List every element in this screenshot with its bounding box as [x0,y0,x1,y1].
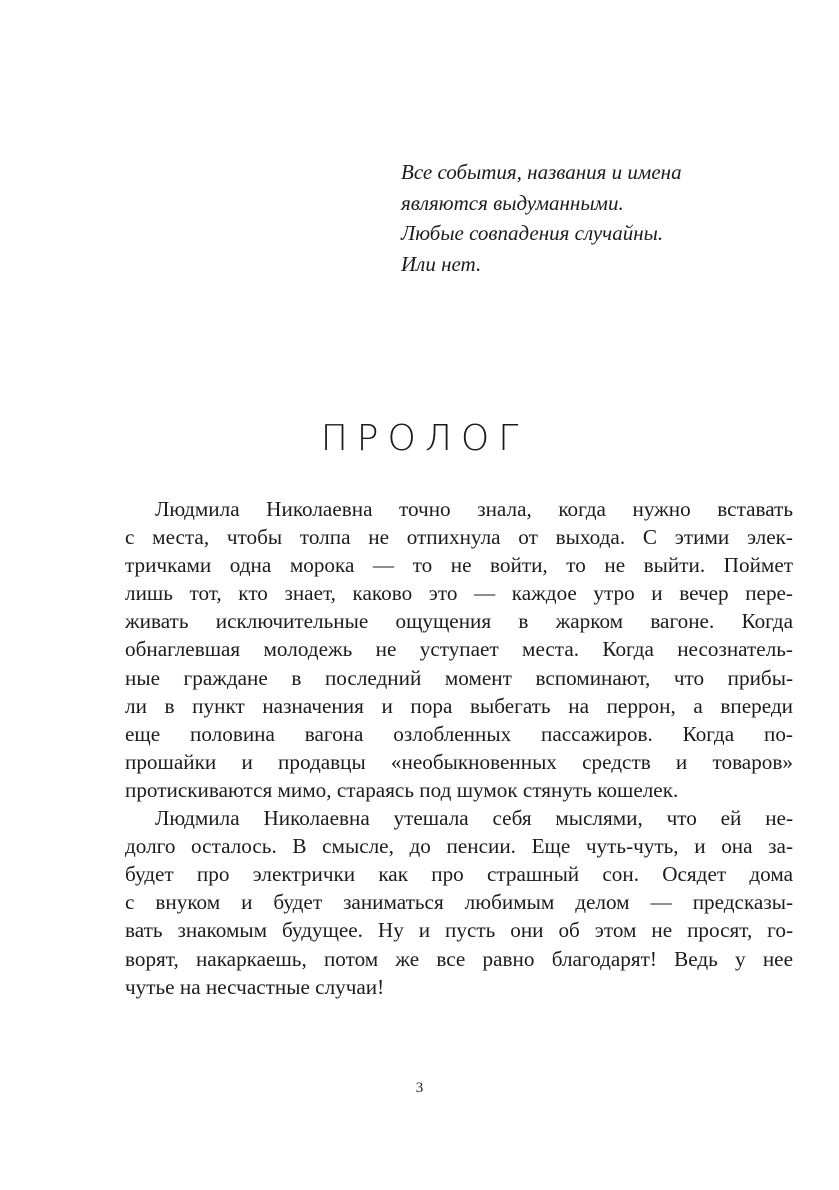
text-line: ные граждане в последний момент вспоминают, что прибы- [125,665,793,690]
text-line: ворят, накаркаешь, потом же все равно благодарят! Ведь у нее [125,946,793,971]
text-line: Людмила Николаевна точно знала, когда нужно вставать [155,497,793,521]
paragraph [125,804,793,1001]
text-line: долго осталось. В смысле, до пенсии. Еще чуть-чуть, и она за- [125,834,793,859]
epigraph [401,157,801,279]
text-line: с места, чтобы толпа не отпихнула от выхода. С этими элек- [125,525,793,550]
text-line: с внуком и будет заниматься любимым делом — предсказы- [125,890,793,915]
epigraph-line: являются выдуманными. [401,190,624,215]
text-line: еще половина вагона озлобленных пассажиров. Когда по- [125,721,793,746]
text-line: ли в пункт назначения и пора выбегать на перрон, а впереди [125,693,793,718]
text-line: лишь тот, кто знает, каково это — каждое утро и вечер пере- [125,581,793,606]
chapter-title: ПРОЛОГ [320,418,528,459]
text-line: протискиваются мимо, стараясь под шумок стянуть кошелек. [125,777,679,802]
epigraph-line: Или нет. [401,251,482,276]
page-number: 3 [415,1080,424,1096]
text-line: Людмила Николаевна утешала себя мыслями, что ей не- [155,806,793,831]
body-text [125,495,793,1001]
text-line: прошайки и продавцы «необыкновенных средств и товаров» [125,749,793,774]
text-line: будет про электрички как про страшный сон. Осядет дома [125,862,793,887]
text-line: тричками одна морока — то не войти, то не выйти. Поймет [125,553,793,578]
text-line: чутье на несчастные случаи! [125,974,385,999]
text-line: обнаглевшая молодежь не уступает места. Когда несознатель- [125,637,793,662]
epigraph-line: Все события, названия и имена [401,160,682,184]
text-line: вать знакомым будущее. Ну и пусть они об этом не просят, го- [125,918,793,943]
paragraph [125,495,793,804]
epigraph-line: Любые совпадения случайны. [401,221,664,245]
text-line: живать исключительные ощущения в жарком вагоне. Когда [125,609,793,634]
